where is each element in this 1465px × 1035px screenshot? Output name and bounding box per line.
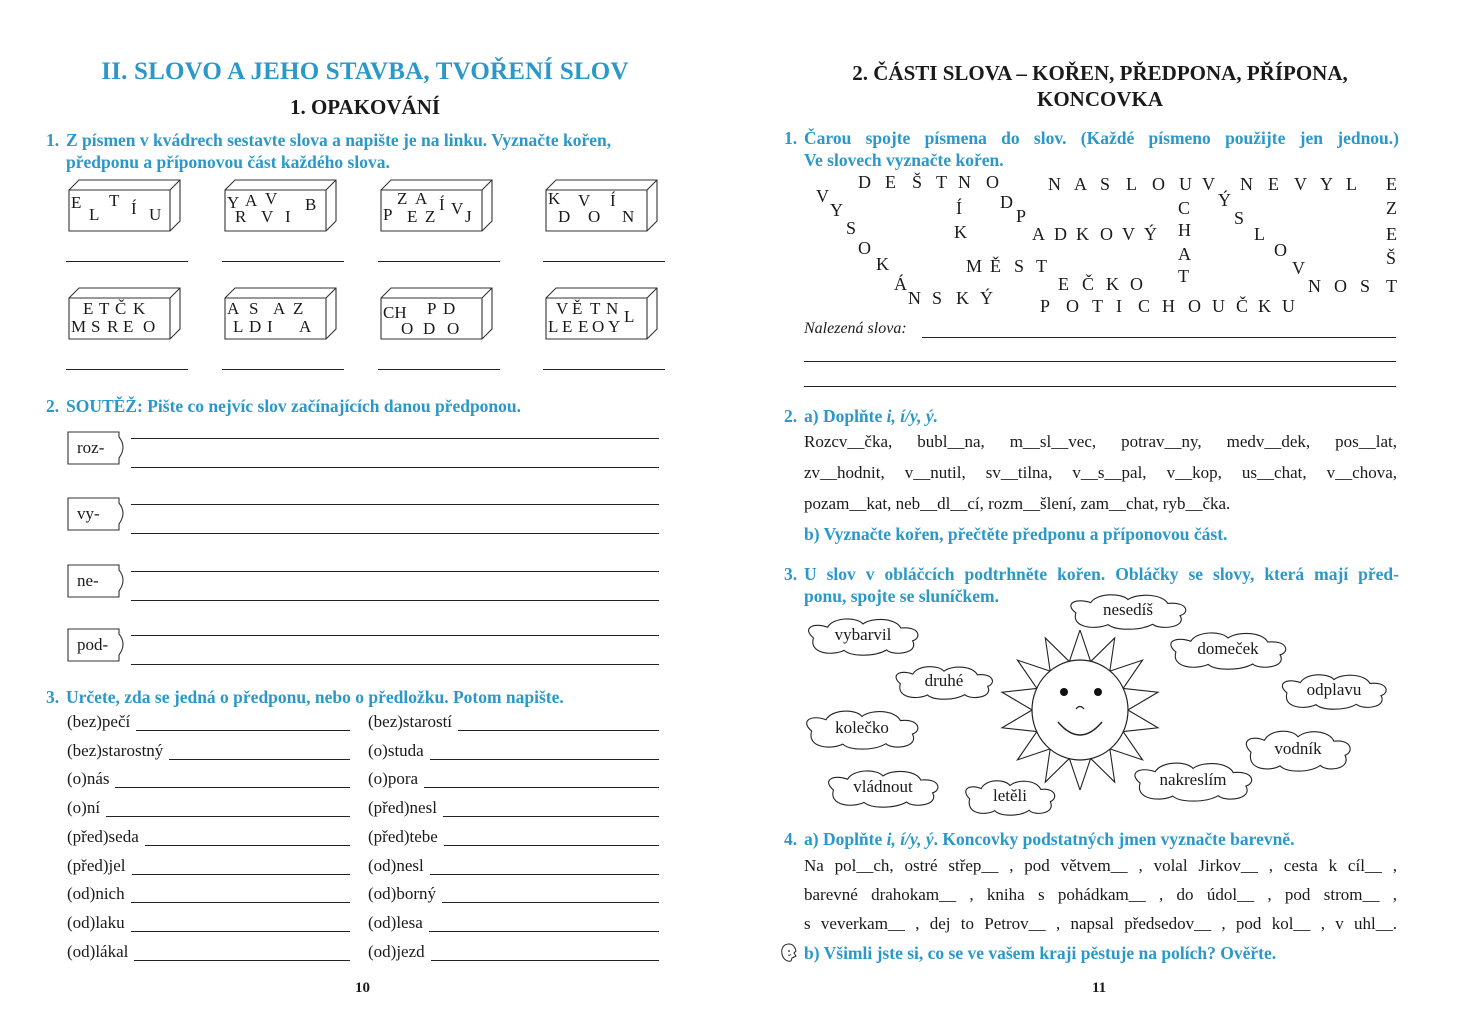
task2-text: SOUTĚŽ: Pište co nejvíc slov začínajících danou předponou. bbox=[66, 396, 522, 416]
task-number: 3. bbox=[46, 687, 60, 707]
word-answer-line[interactable] bbox=[429, 931, 659, 932]
task3-right-line2: ponu, spojte se sluníčkem. bbox=[804, 586, 999, 606]
puzzle-letter[interactable]: N bbox=[1048, 174, 1061, 194]
puzzle-letter[interactable]: N bbox=[1308, 276, 1321, 296]
puzzle-letter[interactable]: P bbox=[1040, 296, 1051, 316]
section-title-line1: 2. ČÁSTI SLOVA – KOŘEN, PŘEDPONA, PŘÍPONA, bbox=[852, 61, 1348, 85]
brick-letter: Í bbox=[131, 199, 137, 218]
task2-instruction bbox=[46, 395, 686, 417]
puzzle-letter[interactable]: O bbox=[1274, 240, 1287, 260]
word-answer-line[interactable] bbox=[136, 730, 350, 731]
section-title-casti-slova bbox=[790, 60, 1410, 112]
brick-letter: P bbox=[427, 299, 437, 318]
letter-brick bbox=[68, 287, 180, 339]
brick-letter: A bbox=[273, 299, 286, 318]
puzzle-letter[interactable]: S bbox=[1014, 256, 1025, 276]
task-number: 2. bbox=[46, 396, 60, 416]
word-answer-line[interactable] bbox=[458, 730, 659, 731]
word-item: (od)borný bbox=[368, 884, 436, 904]
brick-letter: K bbox=[133, 299, 146, 318]
brick-letter: S bbox=[249, 299, 259, 318]
word-item: (od)lákal bbox=[67, 941, 129, 961]
brick-letter: M bbox=[71, 317, 87, 336]
cloud-word: domeček bbox=[1197, 639, 1259, 658]
puzzle-letter[interactable]: K bbox=[1258, 296, 1271, 316]
task2-right-b: b) Vyznačte kořen, přečtěte předponu a příponovou část. bbox=[804, 524, 1228, 544]
brick-letter: K bbox=[548, 189, 561, 208]
letter-brick bbox=[380, 287, 492, 339]
puzzle-letter[interactable]: E bbox=[1268, 174, 1279, 194]
task1-right-instruction bbox=[784, 127, 1399, 171]
brick-letter: E bbox=[562, 317, 573, 336]
head-thinking-icon bbox=[779, 942, 799, 964]
brick-letter: V bbox=[265, 189, 278, 208]
word-item: (před)jel bbox=[67, 855, 126, 875]
sun-eye-right bbox=[1094, 688, 1102, 696]
brick-answer-line[interactable] bbox=[378, 369, 500, 370]
brick-answer-line[interactable] bbox=[222, 369, 344, 370]
puzzle-letter[interactable]: L bbox=[1126, 174, 1137, 194]
brick-letter: O bbox=[588, 207, 601, 226]
word-item: (o)studa bbox=[368, 740, 424, 760]
prefix-answer-line[interactable] bbox=[131, 533, 659, 534]
page-number-left: 10 bbox=[355, 980, 370, 996]
puzzle-letter[interactable]: Ý bbox=[980, 288, 993, 308]
puzzle-letter[interactable]: A bbox=[1074, 174, 1087, 194]
puzzle-letter[interactable]: T bbox=[1036, 256, 1047, 276]
puzzle-letter[interactable]: Ý bbox=[1144, 224, 1157, 244]
puzzle-letter[interactable]: K bbox=[954, 222, 967, 242]
brick-letter: L bbox=[233, 317, 244, 336]
word-item: (od)nich bbox=[67, 884, 125, 904]
brick-letter: E bbox=[83, 299, 94, 318]
section-title-opakovani: 1. OPAKOVÁNÍ bbox=[289, 95, 441, 119]
task1-right-line2: Ve slovech vyznačte kořen. bbox=[804, 150, 1004, 170]
brick-letter: I bbox=[267, 317, 273, 336]
brick-letter: R bbox=[235, 207, 247, 226]
word-item: (od)lesa bbox=[368, 912, 423, 932]
word-answer-line[interactable] bbox=[131, 931, 350, 932]
brick-letter: D bbox=[249, 317, 262, 336]
word-answer-line[interactable] bbox=[115, 787, 350, 788]
word-item: (o)ní bbox=[67, 798, 101, 818]
word-answer-line[interactable] bbox=[430, 759, 659, 760]
puzzle-letter[interactable]: U bbox=[1282, 296, 1295, 316]
found-words-line-2[interactable] bbox=[804, 361, 1396, 362]
puzzle-letter[interactable]: C bbox=[1178, 198, 1191, 218]
puzzle-letter[interactable]: M bbox=[966, 256, 983, 276]
puzzle-letter[interactable]: L bbox=[1346, 174, 1357, 194]
puzzle-letter[interactable]: V bbox=[1294, 174, 1307, 194]
puzzle-letter[interactable]: H bbox=[1162, 296, 1175, 316]
puzzle-letter[interactable]: O bbox=[858, 238, 871, 258]
prefix-label: ne- bbox=[77, 571, 99, 590]
puzzle-letter[interactable]: Ě bbox=[990, 256, 1001, 276]
puzzle-letter[interactable]: I bbox=[1116, 296, 1122, 316]
prefix-answer-line[interactable] bbox=[131, 635, 659, 636]
word-cloud[interactable] bbox=[1066, 592, 1190, 630]
task2-right-a bbox=[784, 405, 1399, 427]
brick-letter: A bbox=[227, 299, 240, 318]
prefix-tab bbox=[67, 497, 129, 531]
task2-right-a-letters: i, í/y, ý. bbox=[886, 406, 938, 426]
letter-puzzle bbox=[808, 168, 1408, 318]
sun-eye-left bbox=[1060, 688, 1068, 696]
puzzle-letter[interactable]: Č bbox=[1082, 274, 1095, 294]
brick-letter: D bbox=[423, 319, 436, 338]
chapter-title: II. SLOVO A JEHO STAVBA, TVOŘENÍ SLOV bbox=[101, 58, 629, 85]
task3-text: Určete, zda se jedná o předponu, nebo o předložku. Potom napište. bbox=[66, 687, 564, 707]
task1-right-line1: Čarou spojte písmena do slov. (Každé písmeno použijte jen jednou.) bbox=[804, 128, 1399, 148]
puzzle-letter[interactable]: U bbox=[1179, 174, 1192, 194]
brick-letter: Z bbox=[425, 207, 436, 226]
puzzle-letter[interactable]: N bbox=[1240, 174, 1253, 194]
brick-letter: V bbox=[556, 299, 569, 318]
cloud-word: nesedíš bbox=[1102, 600, 1154, 619]
task1-line1: Z písmen v kvádrech sestavte slova a napište je na linku. Vyznačte kořen, bbox=[66, 130, 612, 150]
sun-face bbox=[1032, 660, 1128, 760]
brick-letter: E bbox=[71, 193, 82, 212]
puzzle-letter[interactable]: S bbox=[846, 218, 857, 238]
brick-letter: E bbox=[123, 317, 134, 336]
task4-right-a bbox=[784, 828, 1399, 850]
task-number: 4. bbox=[784, 829, 798, 849]
brick-letter: Y bbox=[608, 317, 621, 336]
brick-letter: Ě bbox=[572, 299, 583, 318]
brick-letter: N bbox=[622, 207, 635, 226]
brick-letter: V bbox=[451, 199, 464, 218]
word-cloud[interactable] bbox=[1242, 728, 1354, 772]
puzzle-letter[interactable]: Z bbox=[1386, 198, 1397, 218]
cloud-word: vybarvil bbox=[834, 625, 892, 644]
puzzle-letter[interactable]: S bbox=[1360, 276, 1371, 296]
letter-brick bbox=[380, 179, 492, 231]
puzzle-letter[interactable]: V bbox=[1202, 174, 1215, 194]
puzzle-letter[interactable]: O bbox=[1334, 276, 1347, 296]
puzzle-letter[interactable]: S bbox=[1100, 174, 1111, 194]
prefix-answer-line[interactable] bbox=[131, 664, 659, 665]
brick-letter: T bbox=[590, 299, 601, 318]
task3-instruction bbox=[46, 686, 686, 708]
puzzle-letter[interactable]: T bbox=[1178, 266, 1189, 286]
puzzle-letter[interactable]: O bbox=[1066, 296, 1079, 316]
word-answer-line[interactable] bbox=[169, 759, 350, 760]
brick-letter: A bbox=[415, 189, 428, 208]
cloud-word: letěli bbox=[993, 786, 1027, 805]
puzzle-letter[interactable]: K bbox=[1076, 224, 1089, 244]
brick-answer-line[interactable] bbox=[222, 261, 344, 262]
brick-letter: O bbox=[401, 319, 414, 338]
puzzle-letter[interactable]: Á bbox=[894, 274, 907, 294]
cloud-word: odplavu bbox=[1306, 680, 1362, 699]
brick-letter: Í bbox=[610, 191, 616, 210]
prefix-answer-line[interactable] bbox=[131, 438, 659, 439]
puzzle-letter[interactable]: L bbox=[1254, 224, 1265, 244]
puzzle-letter[interactable]: D bbox=[1000, 192, 1013, 212]
puzzle-letter[interactable]: D bbox=[1054, 224, 1067, 244]
word-answer-line[interactable] bbox=[424, 787, 659, 788]
puzzle-letter[interactable]: T bbox=[1386, 276, 1397, 296]
word-cloud[interactable] bbox=[1166, 630, 1290, 670]
brick-letters bbox=[71, 191, 167, 229]
brick-letter: O bbox=[447, 319, 460, 338]
puzzle-letter[interactable]: N bbox=[908, 288, 921, 308]
letter-brick bbox=[545, 287, 657, 339]
word-answer-line[interactable] bbox=[134, 960, 350, 961]
cloud-word: nakreslím bbox=[1159, 770, 1227, 789]
word-item: (od)laku bbox=[67, 912, 125, 932]
puzzle-letter[interactable]: H bbox=[1178, 220, 1191, 240]
word-item: (o)pora bbox=[368, 769, 419, 789]
letter-brick bbox=[545, 179, 657, 231]
word-answer-line[interactable] bbox=[443, 816, 659, 817]
brick-answer-line[interactable] bbox=[66, 369, 188, 370]
puzzle-letter[interactable]: T bbox=[1092, 296, 1103, 316]
task4-right-a-letters: i, í/y, ý bbox=[886, 829, 934, 849]
section-title-line2: KONCOVKA bbox=[1037, 87, 1163, 111]
word-cloud[interactable] bbox=[1130, 760, 1256, 802]
task2-right-line-3: pozam__kat, neb__dl__cí, rozm__šlení, zam__chat, ryb__čka. bbox=[804, 494, 1231, 513]
found-words-label: Nalezená slova: bbox=[804, 320, 907, 337]
puzzle-letter[interactable]: A bbox=[1178, 244, 1191, 264]
brick-letter: CH bbox=[383, 303, 407, 322]
brick-letter: B bbox=[305, 195, 317, 214]
puzzle-letter[interactable]: U bbox=[1212, 296, 1225, 316]
brick-letter: V bbox=[578, 191, 591, 210]
cloud-word: vodník bbox=[1274, 739, 1322, 758]
puzzle-letter[interactable]: Ý bbox=[1218, 190, 1231, 210]
puzzle-letter[interactable]: O bbox=[1188, 296, 1201, 316]
brick-letter: T bbox=[99, 299, 110, 318]
puzzle-letter[interactable]: Í bbox=[956, 198, 962, 218]
word-item: (před)nesl bbox=[368, 798, 437, 818]
word-item: (před)seda bbox=[67, 826, 139, 846]
task1-line2: předponu a příponovou část každého slova. bbox=[66, 152, 390, 172]
brick-letter: Í bbox=[439, 195, 445, 214]
puzzle-letter[interactable]: Y bbox=[1320, 174, 1333, 194]
letter-brick bbox=[68, 179, 180, 231]
task-number: 1. bbox=[46, 130, 60, 150]
cloud-word: kolečko bbox=[835, 718, 889, 737]
puzzle-letter[interactable]: E bbox=[885, 172, 896, 192]
brick-letters bbox=[71, 299, 167, 337]
brick-letter: T bbox=[109, 191, 120, 210]
word-item: (bez)starostný bbox=[67, 740, 164, 760]
task2-right-line-2: zv__hodnit, v__nutil, sv__tilna, v__s__pal, v__kop, us__chat, v__chova, bbox=[804, 463, 1397, 482]
task2-right-a-label: a) Doplňte bbox=[804, 406, 887, 426]
brick-letters bbox=[227, 299, 323, 337]
puzzle-letter[interactable]: E bbox=[1386, 224, 1397, 244]
page-left bbox=[0, 0, 730, 1035]
brick-answer-line[interactable] bbox=[543, 261, 665, 262]
word-cloud[interactable] bbox=[824, 768, 942, 808]
puzzle-letter[interactable]: K bbox=[1106, 274, 1119, 294]
puzzle-letter[interactable]: A bbox=[1032, 224, 1045, 244]
prefix-answer-line[interactable] bbox=[131, 571, 659, 572]
prefix-label: roz- bbox=[77, 438, 105, 457]
puzzle-letter[interactable]: V bbox=[1292, 258, 1305, 278]
brick-letter: Č bbox=[115, 299, 127, 318]
cloud-word: druhé bbox=[924, 671, 964, 690]
word-answer-line[interactable] bbox=[442, 902, 659, 903]
word-item: (před)tebe bbox=[368, 826, 438, 846]
brick-letters bbox=[548, 299, 644, 337]
word-cloud[interactable] bbox=[1278, 672, 1390, 710]
brick-answer-line[interactable] bbox=[66, 261, 188, 262]
sun-ray bbox=[1069, 758, 1090, 790]
brick-letter: E bbox=[407, 207, 418, 226]
brick-answer-line[interactable] bbox=[378, 261, 500, 262]
task4-right-line-1: Na pol__ch, ostré střep__ , pod větvem__ , volal Jirkov__ , cesta k cíl__ , bbox=[804, 856, 1397, 875]
brick-letter: D bbox=[443, 299, 456, 318]
task4-right-a-label: a) Doplňte bbox=[804, 829, 887, 849]
brick-letter: P bbox=[383, 205, 393, 224]
puzzle-letter[interactable]: S bbox=[1234, 208, 1245, 228]
puzzle-letter[interactable]: N bbox=[958, 172, 971, 192]
puzzle-letter[interactable]: V bbox=[1122, 224, 1135, 244]
page-right bbox=[730, 0, 1465, 1035]
prefix-answer-line[interactable] bbox=[131, 467, 659, 468]
page-number-right: 11 bbox=[1092, 980, 1107, 996]
task4-right-b: b) Všimli jste si, co se ve vašem kraji pěstuje na polích? Ověřte. bbox=[804, 943, 1277, 963]
task-number: 1. bbox=[784, 128, 798, 148]
puzzle-letter[interactable]: V bbox=[816, 186, 829, 206]
puzzle-letter[interactable]: O bbox=[1152, 174, 1165, 194]
puzzle-letter[interactable]: Č bbox=[1236, 296, 1249, 316]
word-answer-line[interactable] bbox=[106, 816, 350, 817]
brick-letter: S bbox=[91, 317, 101, 336]
letter-brick bbox=[224, 287, 336, 339]
word-cloud[interactable] bbox=[804, 616, 922, 656]
puzzle-letter[interactable]: Š bbox=[912, 172, 923, 192]
puzzle-letter[interactable]: S bbox=[932, 288, 943, 308]
brick-letters bbox=[227, 191, 323, 229]
brick-letter: R bbox=[107, 317, 119, 336]
task2-right-line-1: Rozcv__čka, bubl__na, m__sl__vec, potrav__ny, medv__dek, pos__lat, bbox=[804, 432, 1397, 451]
prefix-tab bbox=[67, 628, 129, 662]
prefix-label: pod- bbox=[77, 635, 109, 654]
brick-letter: N bbox=[606, 299, 619, 318]
puzzle-letter[interactable]: P bbox=[1016, 206, 1027, 226]
puzzle-letter[interactable]: O bbox=[986, 172, 999, 192]
brick-letters bbox=[383, 299, 479, 337]
letter-brick bbox=[224, 179, 336, 231]
brick-letter: L bbox=[548, 317, 559, 336]
puzzle-letter[interactable]: O bbox=[1130, 274, 1143, 294]
puzzle-letter[interactable]: C bbox=[1138, 296, 1151, 316]
task3-right-line1: U slov v obláčcích podtrhněte kořen. Obláčky se slovy, která mají před- bbox=[804, 564, 1399, 584]
brick-letter: A bbox=[245, 191, 258, 210]
puzzle-letter[interactable]: K bbox=[956, 288, 969, 308]
brick-letter: Z bbox=[397, 189, 408, 208]
task-number: 3. bbox=[784, 564, 798, 584]
word-item: (bez)starostí bbox=[368, 712, 453, 731]
word-answer-line[interactable] bbox=[431, 960, 659, 961]
word-answer-line[interactable] bbox=[132, 874, 350, 875]
puzzle-letter[interactable]: Y bbox=[830, 200, 843, 220]
brick-letter: J bbox=[465, 207, 472, 226]
puzzle-letter[interactable]: E bbox=[1058, 274, 1069, 294]
word-item: (od)nesl bbox=[368, 855, 424, 875]
cloud-word: vládnout bbox=[853, 777, 913, 796]
sun-ray bbox=[1069, 630, 1090, 662]
brick-letters bbox=[383, 191, 479, 229]
word-cloud[interactable] bbox=[962, 778, 1058, 816]
word-item: (bez)pečí bbox=[67, 712, 131, 731]
puzzle-letter[interactable]: O bbox=[1100, 224, 1113, 244]
word-item: (o)nás bbox=[67, 769, 110, 789]
task4-right-line-3: s veverkam__ , dej to Petrov__ , napsal předsedov__ , pod kol__ , v uhl__. bbox=[804, 914, 1397, 933]
word-cloud[interactable] bbox=[802, 708, 922, 750]
word-answer-line[interactable] bbox=[444, 845, 659, 846]
puzzle-letter[interactable]: K bbox=[876, 254, 889, 274]
word-answer-line[interactable] bbox=[131, 902, 350, 903]
brick-letter: Y bbox=[227, 193, 240, 212]
prefix-answer-line[interactable] bbox=[131, 504, 659, 505]
found-words-line-1[interactable] bbox=[922, 337, 1396, 338]
word-cloud[interactable] bbox=[892, 664, 996, 700]
puzzle-letter[interactable]: E bbox=[1386, 174, 1397, 194]
word-item: (od)jezd bbox=[368, 941, 425, 961]
word-answer-line[interactable] bbox=[430, 874, 659, 875]
brick-letter: E bbox=[578, 317, 589, 336]
prefix-label: vy- bbox=[77, 504, 100, 523]
brick-letter: L bbox=[624, 307, 635, 326]
task1-instruction bbox=[46, 129, 686, 173]
puzzle-letter[interactable]: Š bbox=[1386, 248, 1397, 268]
brick-letter: V bbox=[261, 207, 274, 226]
task-number: 2. bbox=[784, 406, 798, 426]
brick-letter: O bbox=[143, 317, 156, 336]
puzzle-letter[interactable]: D bbox=[858, 172, 871, 192]
prefix-answer-line[interactable] bbox=[131, 600, 659, 601]
found-words-line-3[interactable] bbox=[804, 386, 1396, 387]
brick-letter: D bbox=[558, 207, 571, 226]
brick-letter: O bbox=[592, 317, 605, 336]
puzzle-letter[interactable]: T bbox=[936, 172, 947, 192]
prefix-tab bbox=[67, 431, 129, 465]
brick-letter: A bbox=[299, 317, 312, 336]
brick-letters bbox=[548, 191, 644, 229]
brick-letter: U bbox=[149, 205, 162, 224]
brick-letter: Z bbox=[293, 299, 304, 318]
prefix-tab bbox=[67, 564, 129, 598]
brick-answer-line[interactable] bbox=[543, 369, 665, 370]
word-answer-line[interactable] bbox=[145, 845, 350, 846]
task4-right-a-suffix: . Koncovky podstatných jmen vyznačte barevně. bbox=[933, 829, 1295, 849]
brick-letter: I bbox=[285, 207, 291, 226]
task4-right-line-2: barevné drahokam__ , kniha s pohádkam__ , do údol__ , pod strom__ , bbox=[804, 885, 1397, 904]
brick-letter: L bbox=[89, 205, 100, 224]
